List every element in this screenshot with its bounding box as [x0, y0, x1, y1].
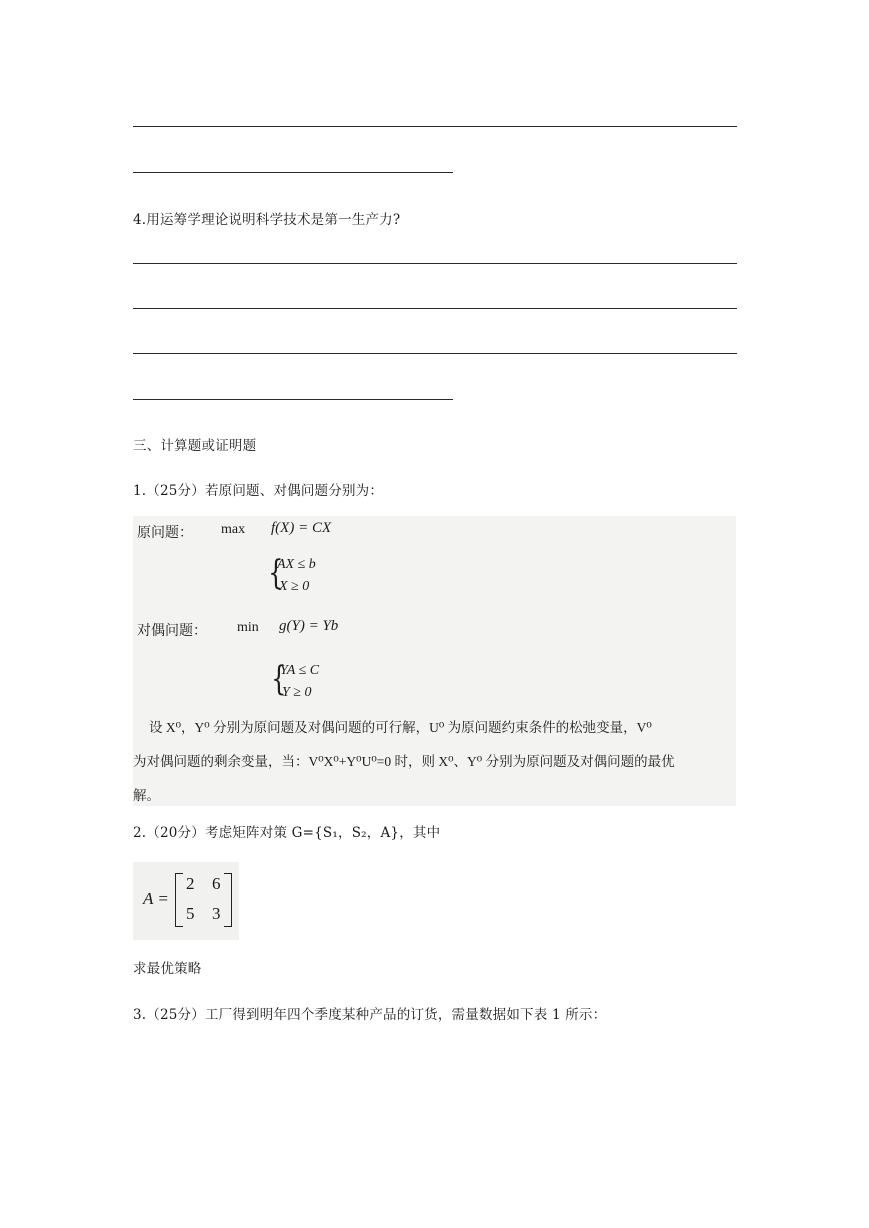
answer-line: [133, 399, 453, 400]
matrix-cell: 3: [212, 904, 221, 923]
dual-constraint-2: Y ≥ 0: [282, 685, 312, 700]
description-line-2: 为对偶问题的剩余变量，当：V⁰X⁰+Y⁰U⁰=0 时，则 X⁰、Y⁰ 分别为原问题及对偶问题的最优: [133, 754, 675, 769]
dual-brace: {: [271, 659, 287, 699]
dual-objective-keyword: min: [237, 620, 259, 635]
description-line-1: 设 X⁰，Y⁰ 分别为原问题及对偶问题的可行解，U⁰ 为原问题约束条件的松弛变量，V⁰: [149, 720, 652, 735]
answer-line: [133, 353, 737, 354]
primal-brace: {: [268, 553, 284, 593]
dual-label: 对偶问题：: [137, 624, 207, 639]
primal-constraint-2: X ≥ 0: [279, 579, 310, 594]
answer-line: [133, 126, 737, 127]
matrix-label: A =: [143, 889, 169, 908]
answer-line: [133, 263, 737, 264]
primal-constraint-1: AX ≤ b: [277, 557, 316, 572]
matrix-cell: 5: [186, 904, 195, 923]
primal-objective: f(X) = CX: [271, 520, 332, 536]
problem-2-title: 2.（20分）考虑矩阵对策 G={S₁，S₂，A}，其中: [133, 825, 441, 841]
dual-objective: g(Y) = Yb: [279, 618, 339, 634]
problem-3-title: 3.（25分）工厂得到明年四个季度某种产品的订货，需量数据如下表 1 所示：: [133, 1007, 607, 1023]
matrix-left-bracket: [175, 873, 183, 927]
question-4-title: 4.用运筹学理论说明科学技术是第一生产力?: [133, 212, 401, 228]
dual-constraint-1: YA ≤ C: [280, 663, 320, 678]
answer-line: [133, 172, 453, 173]
problem-1-image: [133, 516, 736, 806]
primal-label: 原问题：: [137, 526, 193, 541]
matrix-right-bracket: [224, 873, 232, 927]
section-3-title: 三、计算题或证明题: [133, 438, 257, 454]
problem-2-ask: 求最优策略: [133, 961, 202, 977]
matrix-cell: 2: [186, 874, 195, 893]
problem-1-title: 1.（25分）若原问题、对偶问题分别为：: [133, 483, 384, 499]
primal-objective-keyword: max: [221, 522, 246, 537]
answer-line: [133, 308, 737, 309]
description-line-3: 解。: [133, 788, 160, 803]
matrix-cell: 6: [212, 874, 221, 893]
matrix-image: [133, 862, 239, 940]
